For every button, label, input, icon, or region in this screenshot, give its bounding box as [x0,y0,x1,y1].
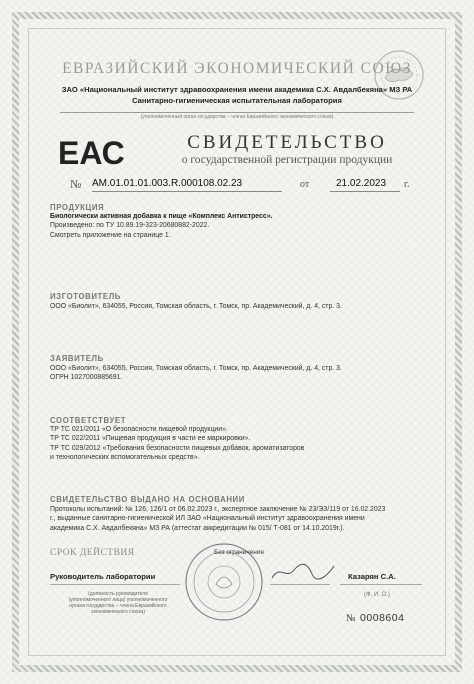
role-caption-line: органа государства – члена Евразийского [69,603,167,609]
product-name: Биологически активная добавка к пище «Комплекс Антистресс». [50,213,273,220]
basis-line: академика С.Х. Авдалбекяна» МЗ РА (аттестат аккредитации № 015/ Т-081 от 14.10.2019г.). [50,524,345,532]
serial-symbol: № [346,613,357,624]
eac-text: ЕАС [58,135,125,171]
eac-logo-icon [58,130,125,172]
fio-caption: (Ф. И. О.) [364,592,390,598]
compliance-label: СООТВЕТСТВУЕТ [50,416,127,425]
product-label: ПРОДУКЦИЯ [50,203,105,212]
product-spec: Произведено: по ТУ 10.89.19-323-20680882-2022. [50,222,210,230]
issue-date: 21.02.2023 [336,178,387,189]
document-subtitle: о государственной регистрации продукции [181,154,393,166]
manufacturer-address: ООО «Биолит», 634055, Россия, Томская область, г. Томск, пр. Академический, д. 4, стр. 3. [50,303,342,310]
role-underline [50,584,180,585]
date-suffix: г. [404,179,410,190]
handwritten-signature [268,560,338,584]
institution-line: ЗАО «Национальный институт здравоохранения имени академика С.Х. Авдалбекяна» МЗ РА [61,85,413,94]
basis-label: СВИДЕТЕЛЬСТВО ВЫДАНО НА ОСНОВАНИИ [50,495,245,504]
union-title: ЕВРАЗИЙСКИЙ ЭКОНОМИЧЕСКИЙ СОЮЗ [62,60,412,77]
basis-line: Протоколы испытаний: № 126, 126/1 от 06.02.2023 г., экспертное заключение № 23/ЭЗ/119 от 16.02.2023 [50,506,386,513]
certificate-number: AM.01.01.01.003.R.000108.02.23 [92,178,243,189]
compliance-item: и технологических вспомогательных средств». [50,454,200,462]
date-underline [330,191,400,192]
signature-underline [270,584,330,585]
compliance-item: ТР ТС 021/2011 «О безопасности пищевой продукции». [50,426,228,433]
number-symbol: № [70,177,82,191]
stamp-validity-text: Без ограничения [214,549,264,556]
laboratory-line: Санитарно-гигиеническая испытательная лаборатория [132,96,342,105]
role-caption-line: экономического союза) [91,609,145,615]
validity-label: СРОК ДЕЙСТВИЯ [50,548,135,558]
applicant-ogrn: ОГРН 1027000885691. [50,374,123,382]
basis-line: г., выданные санитарно-гигиенической ИЛ ЗАО «Национальный институт здравоохранения имени [50,515,365,523]
signatory-role: Руководитель лаборатории [50,572,156,581]
product-section [50,212,272,240]
serial-value: 0008604 [360,612,405,624]
product-appendix-note: Смотреть приложение на странице 1. [50,231,171,239]
date-prefix: от [300,179,310,190]
issuing-institution [40,84,434,106]
document-title: СВИДЕТЕЛЬСТВО [187,132,387,153]
eac-mark [58,130,125,172]
signatory-name: Казарян С.А. [348,572,396,581]
role-caption-line: (должность руководителя [88,591,148,597]
role-caption-line: (уполномоченного лица) уполномоченного [68,597,168,603]
manufacturer-label: ИЗГОТОВИТЕЛЬ [50,292,121,301]
organ-caption: (уполномоченный орган государства – члена Евразийского экономического союза) [60,112,414,120]
applicant-label: ЗАЯВИТЕЛЬ [50,354,104,363]
compliance-list [50,425,304,463]
role-caption [44,591,192,615]
number-underline [92,191,282,192]
compliance-item: ТР ТС 022/2011 «Пищевая продукция в части ее маркировки». [50,435,251,443]
applicant-address: ООО «Биолит», 634055, Россия, Томская область, г. Томск, пр. Академический, д. 4, стр. 3. [50,365,342,372]
applicant-section [50,364,342,383]
name-underline [340,584,422,585]
serial-number [346,612,404,624]
basis-text [50,505,385,533]
compliance-item: ТР ТС 029/2012 «Требования безопасности пищевых добавок, ароматизаторов [50,444,305,452]
